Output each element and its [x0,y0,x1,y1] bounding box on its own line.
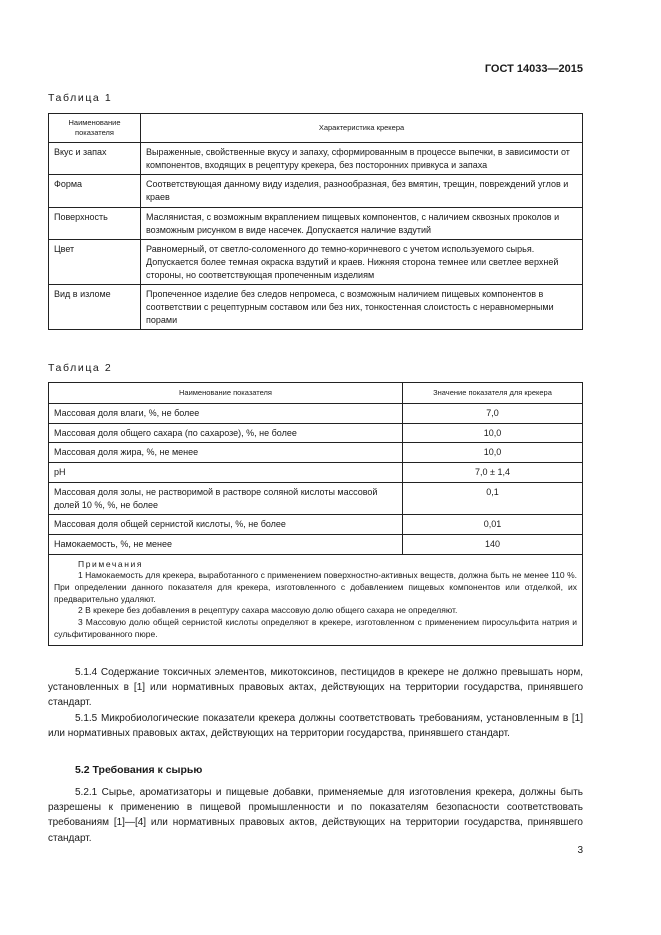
table1-header-value: Характеристика крекера [141,114,583,143]
table-cell: 140 [403,534,583,554]
table1-caption: Таблица 1 [48,92,113,104]
table1-header-name: Наименование показателя [49,114,141,143]
table-row [49,534,583,554]
table-cell: Массовая доля жира, %, не менее [49,443,403,463]
table-row [49,463,583,483]
table-cell: Массовая доля золы, не растворимой в растворе соляной кислоты массовой долей 10 %, %, не более [49,482,403,514]
table-cell: Поверхность [49,207,141,239]
note-2: 2 В крекере без добавления в рецептуру сахара массовую долю общего сахара не определяют. [78,605,458,616]
note-3: 3 Массовую долю общей сернистой кислоты определяют в крекере, изготовленном с применением пиросульфита натрия и сульфитированного пюре. [54,617,577,639]
table-cell: 10,0 [403,443,583,463]
table-cell: 0,01 [403,515,583,535]
table-row [49,175,583,207]
table-cell: Цвет [49,240,141,285]
table2-notes [49,554,583,645]
table-cell: Намокаемость, %, не менее [49,534,403,554]
table-cell: Вид в изломе [49,285,141,330]
table-row [49,143,583,175]
table-cell: pH [49,463,403,483]
table-cell: Массовая доля влаги, %, не более [49,404,403,424]
table-cell: Маслянистая, с возможным вкраплением пищевых компонентов, с наличием сквозных проколов и возможным рисунком в виде насечек. Допускается наличие вздутий [141,207,583,239]
table-cell: Равномерный, от светло-соломенного до темно-коричневого с учетом используемого сырья. Допускается более темная окраска вздутий и краев. Нижняя сторона темнее или светлее верхней стороны, но соответствующая пропеченным изделиям [141,240,583,285]
table-cell: Массовая доля общей сернистой кислоты, %, не более [49,515,403,535]
paragraph-5-1-4: 5.1.4 Содержание токсичных элементов, микотоксинов, пестицидов в крекере не должно превышать норм, установленных в [1] или нормативных правовых актах, действующих на территории государства, принявшего стандарт. [48,667,583,709]
notes-title: Примечания [78,558,144,569]
table-notes-row [49,554,583,645]
paragraph-5-1-5: 5.1.5 Микробиологические показатели крекера должны соответствовать требованиям, установленным в [1] или нормативных правовых актах, действующих на территории государства, принявшего стандарт. [48,712,583,739]
table-row [49,482,583,514]
table-cell: 7,0 ± 1,4 [403,463,583,483]
section-title: 5.2 Требования к сырью [75,764,203,776]
table2 [48,382,583,646]
raw-materials-block [48,785,583,846]
note-1: 1 Намокаемость для крекера, выработанного с применением поверхностно-активных веществ, должна быть не менее 110 %. При определении данного показателя для крекера, изготовленного с добавлением пищевых компонентов или отделкой, их предварительно удаляют. [54,570,577,604]
table-row [49,240,583,285]
table-row [49,515,583,535]
table-row [49,423,583,443]
page-number: 3 [577,845,583,856]
document-code: ГОСТ 14033—2015 [484,63,583,75]
table-row [49,404,583,424]
table-cell: 7,0 [403,404,583,424]
table-cell: Массовая доля общего сахара (по сахарозе), %, не более [49,423,403,443]
table-cell: Форма [49,175,141,207]
table-cell: Соответствующая данному виду изделия, разнообразная, без вмятин, трещин, повреждений углов и краев [141,175,583,207]
table-row [49,285,583,330]
table-cell: Пропеченное изделие без следов непромеса, с возможным наличием пищевых компонентов в соответствии с рецептурным составом или без них, тонкостенная слоистость с неравномерными порами [141,285,583,330]
table-cell: 10,0 [403,423,583,443]
table-header-row [49,114,583,143]
table2-header-value: Значение показателя для крекера [403,383,583,404]
table-cell: Выраженные, свойственные вкусу и запаху, сформированным в процессе выпечки, в зависимости от компонентов, входящих в рецептуру крекера, без посторонних привкуса и запаха [141,143,583,175]
table1 [48,113,583,330]
table2-caption: Таблица 2 [48,362,113,374]
table-row [49,443,583,463]
requirements-block [48,665,583,741]
table-cell: 0,1 [403,482,583,514]
table-cell: Вкус и запах [49,143,141,175]
table-header-row [49,383,583,404]
paragraph-5-2-1: 5.2.1 Сырье, ароматизаторы и пищевые добавки, применяемые для изготовления крекера, должны быть разрешены к применению в пищевой промышленности и по показателям безопасности соответствовать требованиям [1]—[4] или нормативных правовых актов, действующих на территории государства, принявшего стандарт. [48,787,583,844]
table2-header-name: Наименование показателя [49,383,403,404]
table-row [49,207,583,239]
